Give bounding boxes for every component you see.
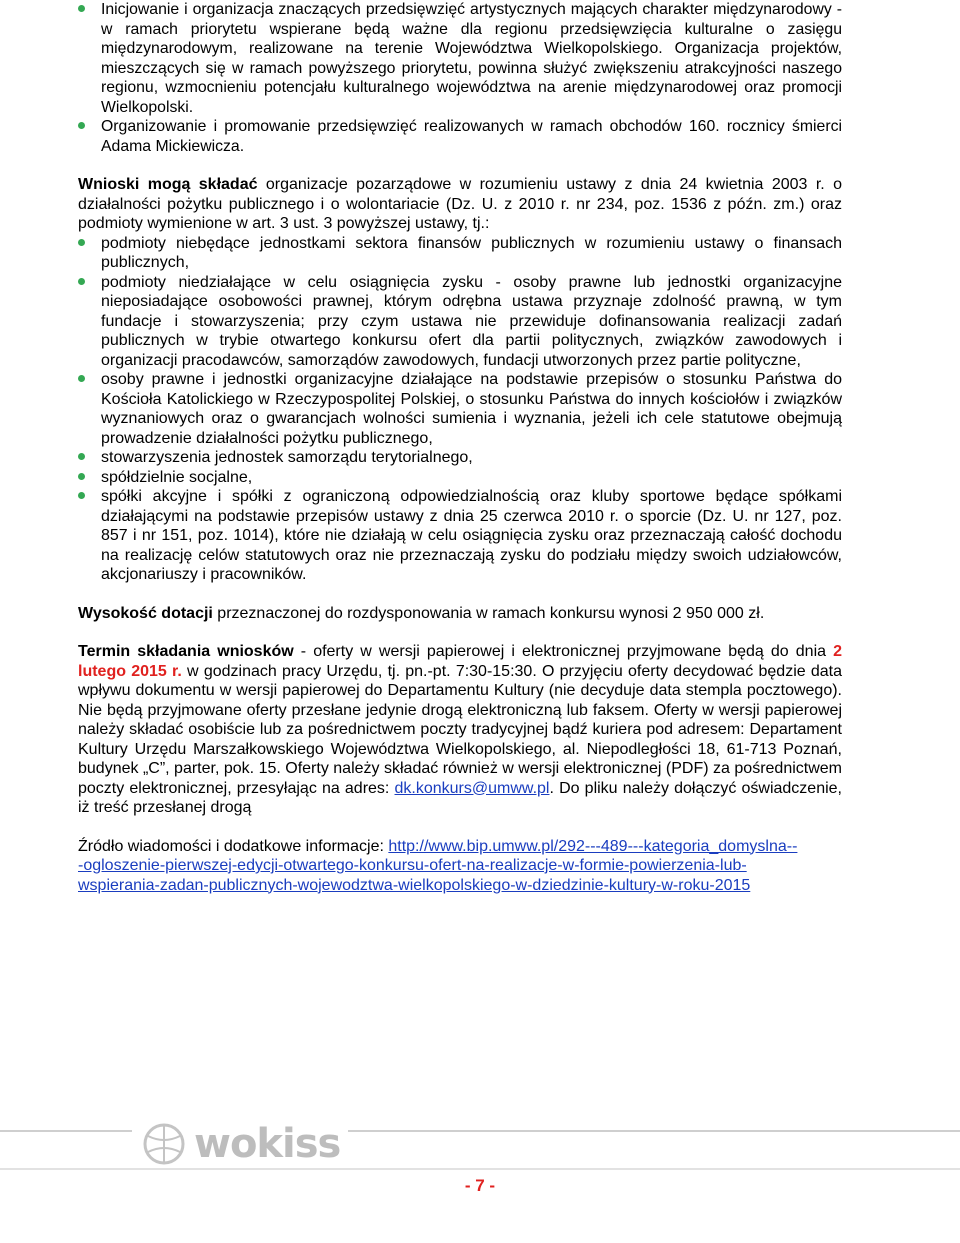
bullet-icon <box>78 473 85 480</box>
email-link[interactable]: dk.konkurs@umww.pl <box>394 779 550 797</box>
deadline-paragraph: Termin składania wniosków - oferty w wersji papierowej i elektronicznej przyjmowane będą do dnia 2 lutego 2015 r. w godzinach pracy Urzędu, tj. pn.-pt. 7:30-15:30. O przyjęciu oferty decydować będzie data wpływu dokumentu w wersji papierowej do Departamentu Kultury (nie decyduje data stempla pocztowego). Nie będą przyjmowane oferty przesłane jedynie drogą elektroniczną lub faksem. Oferty w wersji papierowej należy składać osobiście lub za pośrednictwem poczty tradycyjnej bądź kuriera pod adresem: Departament Kultury Urzędu Marszałkowskiego Województwa Wielkopolskiego, al. Niepodległości 18, 61-713 Poznań, budynek „C”, parter, pok. 15. Oferty należy składać również w wersji elektronicznej (PDF) za pośrednictwem poczty elektronicznej, przesyłając na adres: dk.konkurs@umww.pl. Do pliku należy dołączyć oświadczenie, iż treść przesłanej drogą <box>78 643 843 816</box>
list-item: spółki akcyjne i spółki z ograniczoną odpowiedzialnością oraz kluby sportowe będące spółkami działającymi na podstawie przepisów ustawy z dnia 25 czerwca 2010 r. o sporcie (Dz. U. nr 127, poz. 857 i nr 151, poz. 1014), które nie działają w celu osiągnięcia zysku oraz przeznaczają całość dochodu na realizację celów statutowych oraz nie przeznaczają zysku do podziału między swoich udziałowców, akcjonariuszy i pracowników. <box>78 487 842 585</box>
bullet-icon <box>78 5 85 12</box>
list-item: Organizowanie i promowanie przedsięwzięć realizowanych w ramach obchodów 160. rocznicy śmierci Adama Mickiewicza. <box>78 117 842 156</box>
grant-paragraph: Wysokość dotacji przeznaczonej do rozdysponowania w ramach konkursu wynosi 2 950 000 zł. <box>78 604 765 622</box>
bullet-icon <box>78 122 85 129</box>
bullet-icon <box>78 375 85 382</box>
bullet-icon <box>78 278 85 285</box>
list-item: Inicjowanie i organizacja znaczących przedsięwzięć artystycznych mających charakter międzynarodowy - w ramach priorytetu wspierane będą ważne dla regionu przedsięwzięcia kulturalne o zasięgu międzynarodowym, realizowane na terenie Województwa Wielkopolskiego. Organizacja projektów, mieszczących się w ramach powyższego priorytetu, powinna służyć zwiększeniu atrakcyjności naszego regionu, wzmocnieniu potencjału kulturalnego województwa na arenie międzynarodowej oraz promocji Wielkopolski. <box>78 0 842 117</box>
list-item: spółdzielnie socjalne, <box>78 468 842 488</box>
page-number: - 7 - <box>464 1176 496 1195</box>
priority-list <box>78 0 842 156</box>
applicants-list <box>78 234 842 585</box>
logo-text: wokiss <box>194 1121 341 1167</box>
page-content <box>78 0 842 895</box>
bullet-icon <box>78 453 85 460</box>
source-link[interactable]: -ogloszenie-pierwszej-edycji-otwartego-konkursu-ofert-na-realizacje-w-formie-powierzenia-lub- <box>78 857 747 874</box>
list-item: podmioty niebędące jednostkami sektora finansów publicznych w rozumieniu ustawy o finansach publicznych, <box>78 234 842 273</box>
source-link[interactable]: wspierania-zadan-publicznych-wojewodztwa-wielkopolskiego-w-dziedzinie-kultury-w-roku-2015 <box>78 876 751 894</box>
deadline-date: 2 lutego 2015 r. <box>78 643 842 680</box>
bullet-icon <box>78 492 85 499</box>
logo-mark-icon <box>140 1120 188 1168</box>
source-paragraph: Źródło wiadomości i dodatkowe informacje: http://www.bip.umww.pl/292---489---kategoria_domyslna-- -ogloszenie-pierwszej-edycji-otwartego-konkursu-ofert-na-realizacje-w-formie-powierzenia-lub- wspierania-zadan-publicznych-wojewodztwa-wielkopolskiego-w-dziedzinie-kultury-w-roku-2015 <box>78 837 798 894</box>
list-item: podmioty niedziałające w celu osiągnięcia zysku - osoby prawne lub jednostki organizacyjne nieposiadające osobowości prawnej, którym odrębna ustawa przyznaje zdolność prawną, w tym fundacje i stowarzyszenia; przy czym ustawa nie przewiduje dofinansowania realizacji zadań publicznych w trybie otwartego konkursu ofert dla partii politycznych, związków zawodowych i organizacji pracodawców, samorządów zawodowych, fundacji utworzonych przez partie polityczne, <box>78 273 842 371</box>
applicants-paragraph: Wnioski mogą składać organizacje pozarządowe w rozumieniu ustawy z dnia 24 kwietnia 2003 r. o działalności pożytku publicznego i o wolontariacie (Dz. U. z 2010 r. nr 234, poz. 1536 z późn. zm.) oraz podmioty wymienione w art. 3 ust. 3 powyższej ustawy, tj.: <box>78 176 843 232</box>
bullet-icon <box>78 239 85 246</box>
list-item: stowarzyszenia jednostek samorządu terytorialnego, <box>78 448 842 468</box>
source-link[interactable]: http://www.bip.umww.pl/292---489---kategoria_domyslna-- <box>388 837 798 855</box>
wokiss-logo <box>132 1120 348 1168</box>
list-item: osoby prawne i jednostki organizacyjne działające na podstawie przepisów o stosunku Państwa do Kościoła Katolickiego w Rzeczypospolitej Polskiej, o stosunku Państwa do innych kościołów i związków wyznaniowych oraz o gwarancjach wolności sumienia i wyznania, jeżeli ich cele statutowe obejmują prowadzenie działalności pożytku publicznego, <box>78 370 842 448</box>
footer-divider <box>0 1168 960 1170</box>
